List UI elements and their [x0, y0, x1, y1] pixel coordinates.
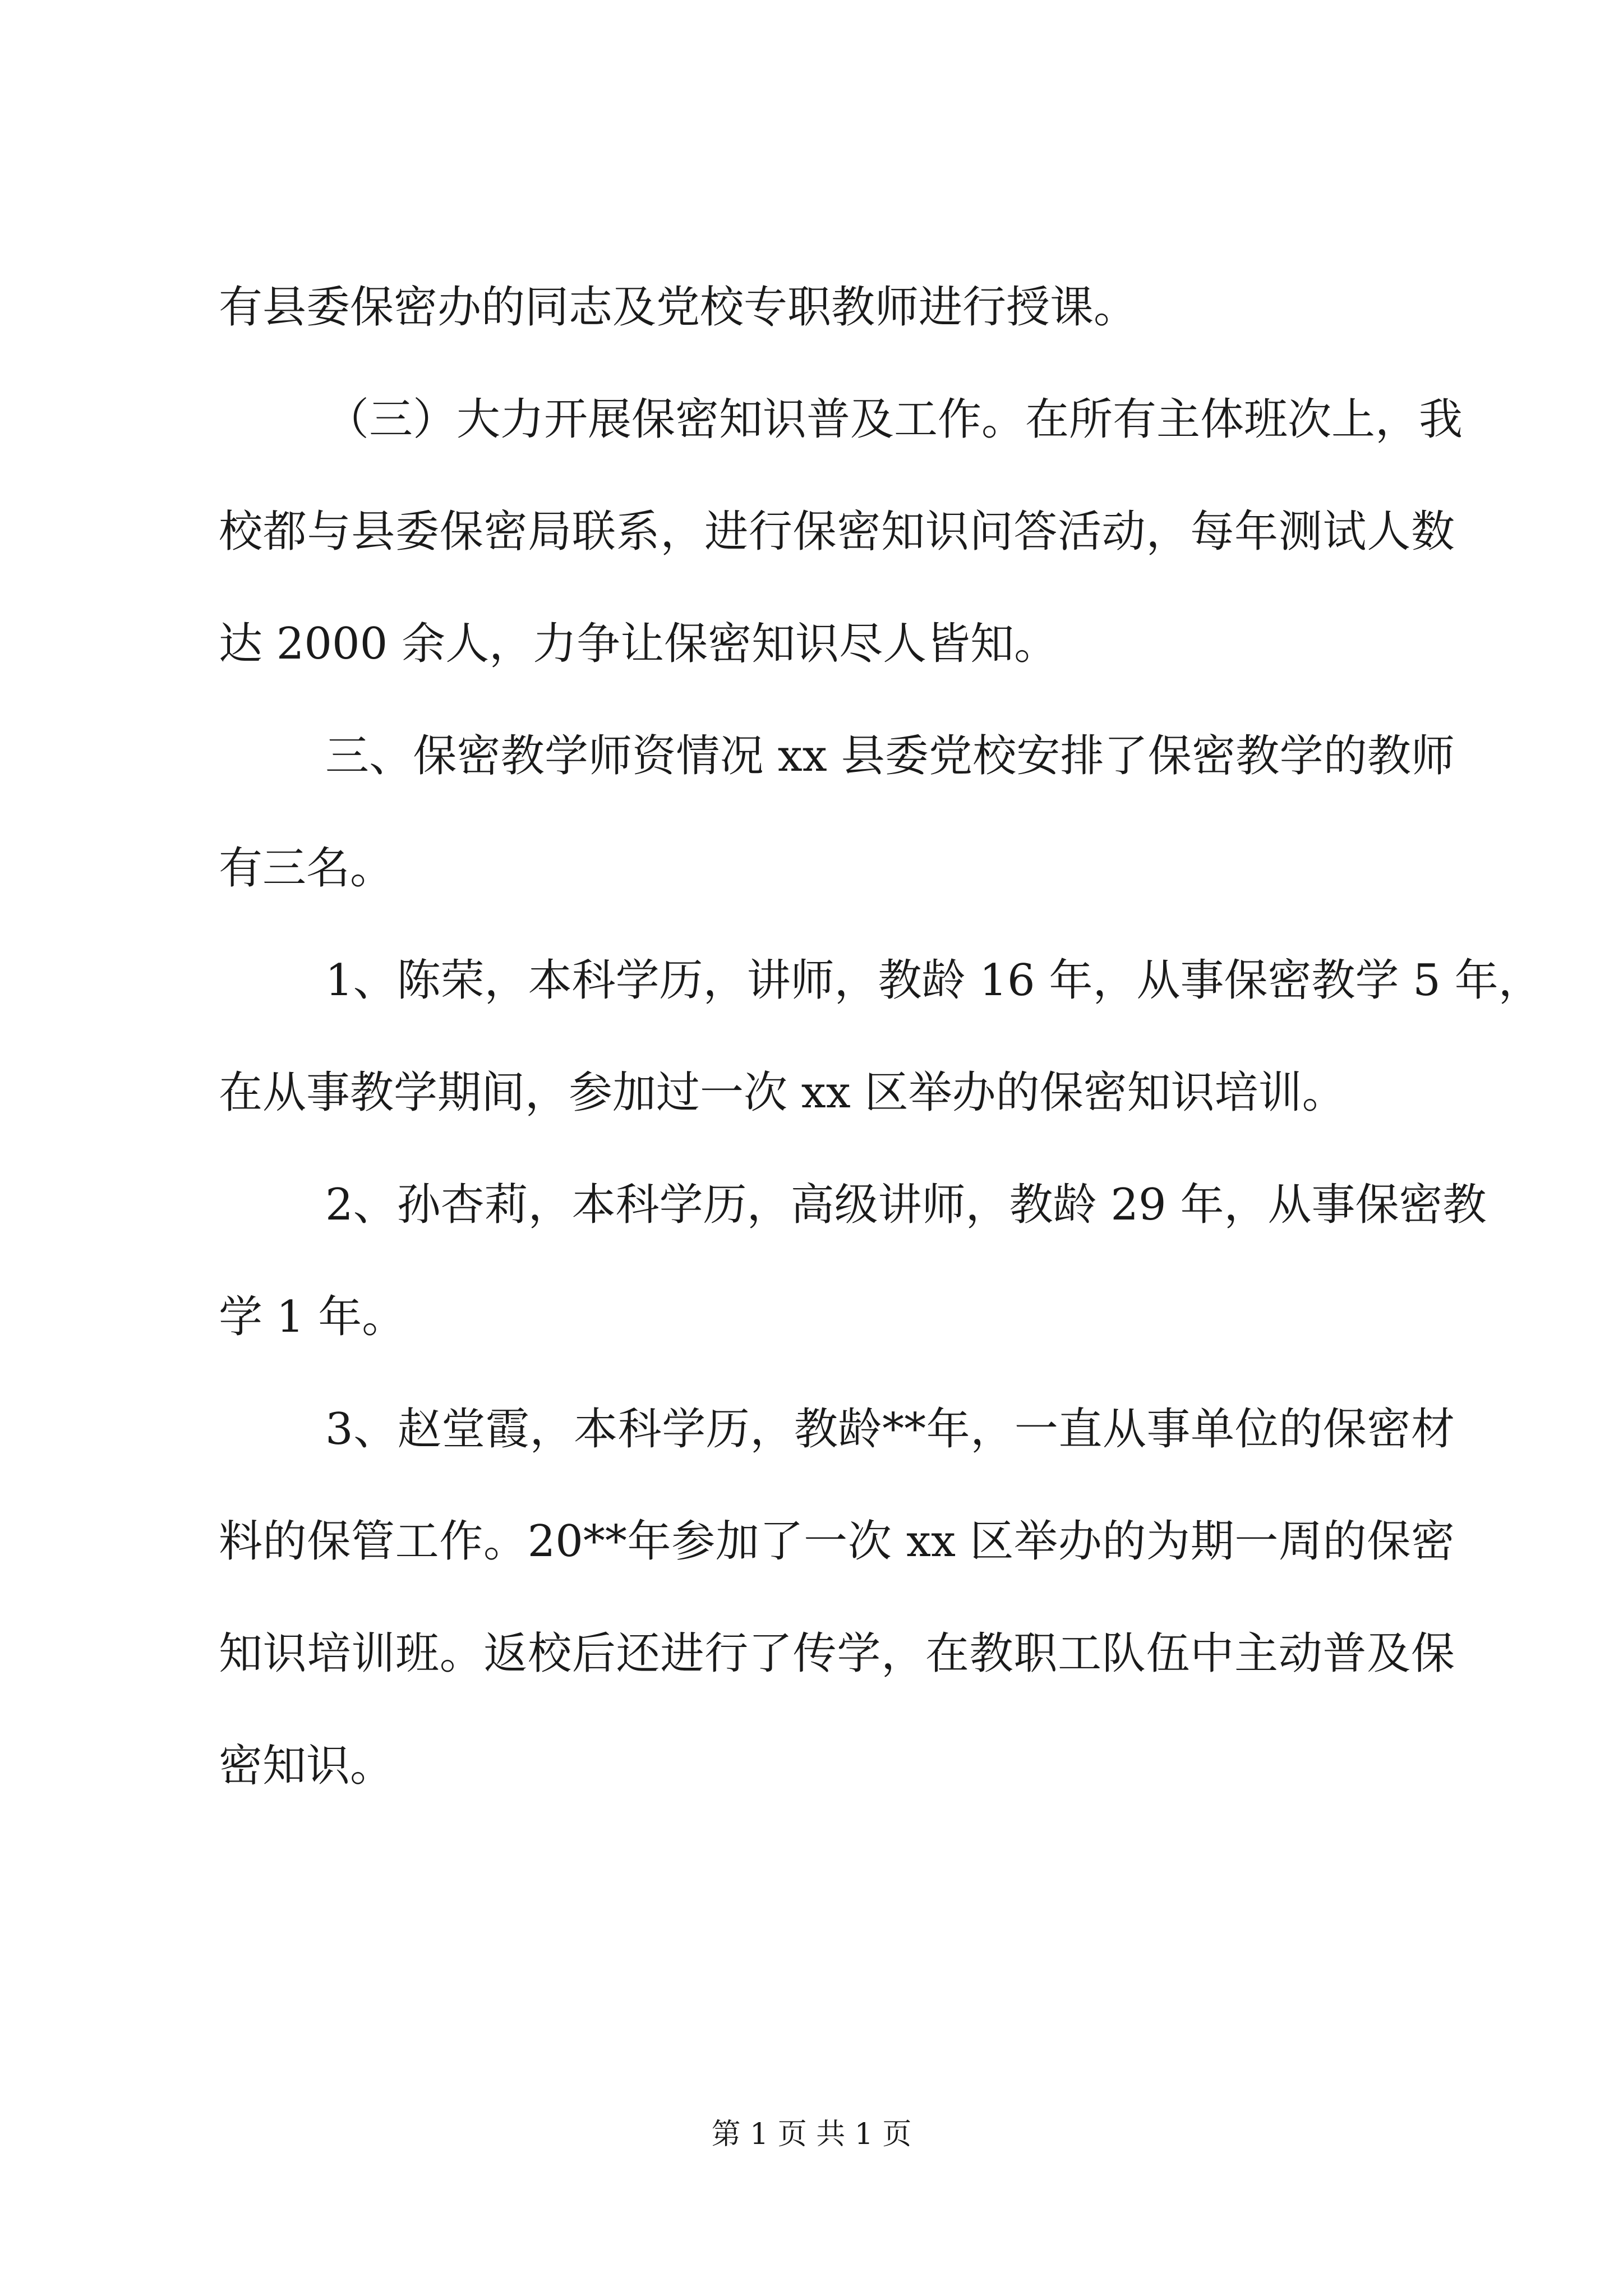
paragraph-line: 1、陈荣，本科学历，讲师，教龄 16 年，从事保密教学 5 年，	[325, 955, 1542, 1006]
paragraph-line: 3、赵堂霞，本科学历，教龄**年，一直从事单位的保密材	[325, 1404, 1455, 1455]
paragraph-line: 三、保密教学师资情况 xx 县委党校安排了保密教学的教师	[325, 731, 1455, 781]
paragraph-line: 学 1 年。	[219, 1292, 406, 1342]
paragraph-line: 2、孙杏莉，本科学历，高级讲师，教龄 29 年，从事保密教	[325, 1180, 1487, 1230]
paragraph-line: 达 2000 余人，力争让保密知识尽人皆知。	[219, 619, 1058, 669]
paragraph-line: 校都与县委保密局联系，进行保密知识问答活动，每年测试人数	[219, 507, 1455, 557]
page-footer: 第 1 页 共 1 页	[711, 2118, 912, 2151]
paragraph-line: 在从事教学期间，参加过一次 xx 区举办的保密知识培训。	[219, 1068, 1346, 1118]
paragraph-line: （三）大力开展保密知识普及工作。在所有主体班次上，我	[325, 394, 1463, 445]
paragraph-line: 密知识。	[219, 1741, 394, 1791]
paragraph-line: 有县委保密办的同志及党校专职教师进行授课。	[219, 282, 1138, 333]
paragraph-line: 有三名。	[219, 843, 394, 894]
paragraph-line: 料的保管工作。20**年参加了一次 xx 区举办的为期一周的保密	[219, 1516, 1455, 1567]
paragraph-line: 知识培训班。返校后还进行了传学，在教职工队伍中主动普及保	[219, 1628, 1455, 1679]
